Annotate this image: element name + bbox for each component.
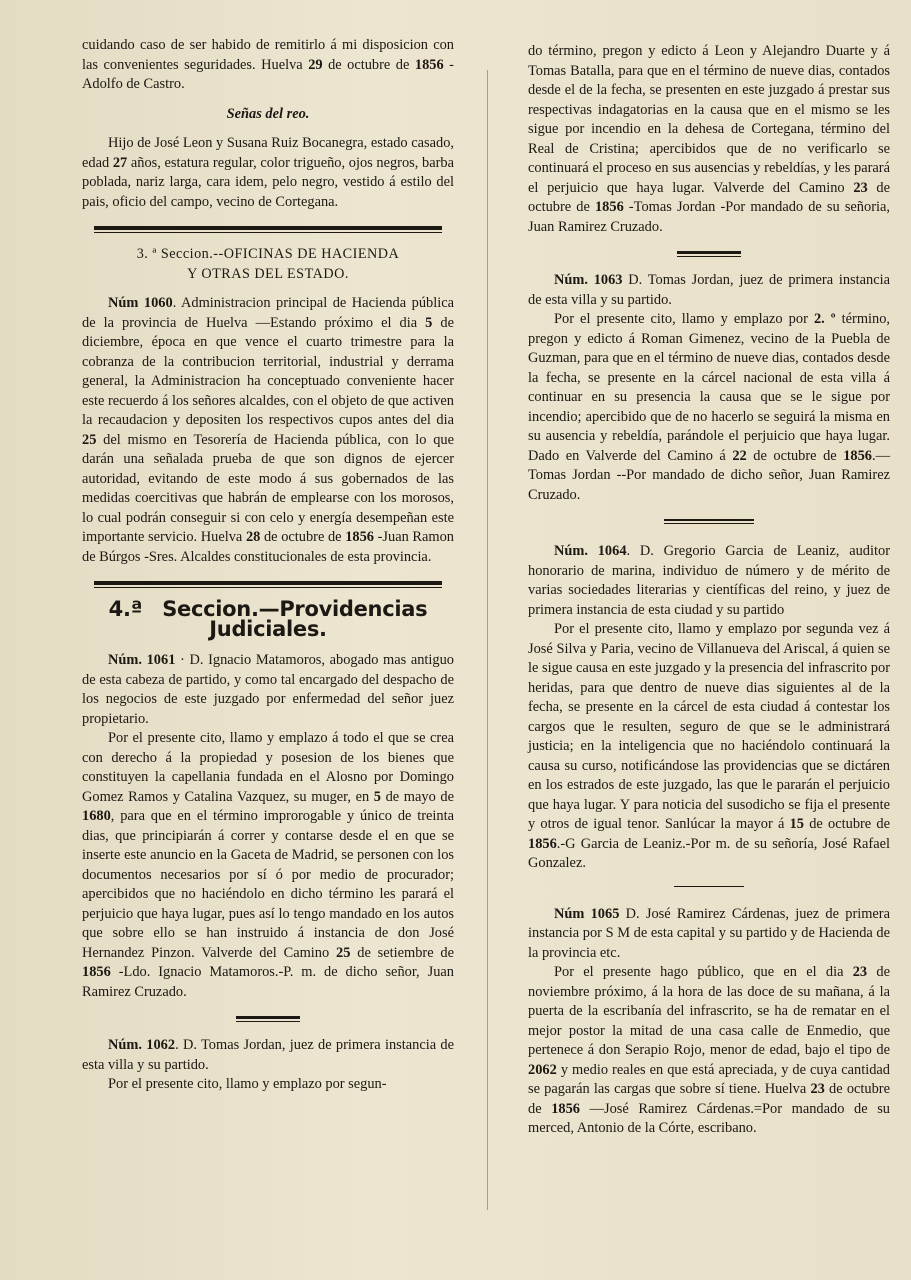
notice-1065-body: Por el presente hago público, que en el dia 23 de noviembre próximo, á la hora de las doce de su mañana, á la puerta de la escribanía del infrascrito, se ha de rematar en el mejor postor la mitad de una casa calle de Enmedio, que pertenece á don Serapio Rojo, menor de edad, bajo el tipo de 2062 y medio reales en que está apreciada, y de cuya cantidad se pagarán las cargas que sobre sí tiene. Huelva 23 de octubre de 1856 —José Ramirez Cárdenas.=Por mandado de su merced, Antonio de la Córte, escribano.: [528, 964, 890, 1136]
notice-1060: Núm 1060. Administracion principal de Hacienda pública de la provincia de Huelva —Estando próximo el dia 5 de diciembre, época en que vence el cuarto trimestre para la cobranza de la contribucion territorial, industrial y derrama general, la Administracion ha conceptuado conveniente hacer este recuerdo á los señores alcaldes, con el objeto de que activen la recaudacion y depositen los respectivos cupos antes del dia 25 del mismo en Tesorería de Hacienda pública, con lo que darán una señalada prueba de que son dignos de ejercer autoridad, evitando de este modo á sus gobernados de las medidas coercitivas que habrán de emplearse con los morosos, lo cual podrán conseguir si con celo y energía desempeñan este importante servicio. Huelva 28 de octubre de 1856 -Juan Ramon de Búrgos -Sres. Alcaldes constitucionales de esta provincia.: [82, 295, 454, 565]
senas-title: Señas del reo.: [226, 105, 310, 122]
notice-divider: [664, 519, 754, 524]
right-column: [528, 42, 890, 1139]
notice-1063-body: Por el presente cito, llamo y emplazo por 2. º término, pregon y edicto á Roman Gimenez, vecino de la Puebla de Guzman, para que en el término de nueve dias, contados desde la fecha, se presente en la cárcel nacional de esta villa á continuar en su presencia la causa que se le sigue por incendio; apercibido que de no hacerlo se seguirá la misma en su ausencia y rebeldía, parándole el perjuicio que haya lugar. Dado en Valverde del Camino á 22 de octubre de 1856.— Tomas Jordan --Por mandado de dicho señor, Juan Ramirez Cruzado.: [528, 311, 890, 503]
section-3-heading: 3. ª Seccion.--OFICINAS DE HACIENDA: [136, 246, 400, 262]
notice-1061-header: Núm. 1061 · D. Ignacio Matamoros, abogado mas antiguo de esta cabeza de partido, y como tal encargado del despacho de los negocios de este juzgado por enfermedad del señor juez propietario.: [82, 652, 454, 727]
column-divider: [487, 70, 488, 1210]
senas-paragraph: Hijo de José Leon y Susana Ruiz Bocanegra, estado casado, edad 27 años, estatura regular, color trigueño, ojos negros, barba poblada, nariz larga, cara idem, pelo negro, vestido á estilo del pais, oficio del campo, vecino de Cortegana.: [82, 135, 454, 210]
notice-1063-header: Núm. 1063 D. Tomas Jordan, juez de primera instancia de esta villa y su partido.: [528, 272, 890, 308]
section-3-subheading: Y OTRAS DEL ESTADO.: [187, 265, 349, 282]
notice-1065-header: Núm 1065 D. José Ramirez Cárdenas, juez de primera instancia por S M de esta capital y su partido y de Hacienda de la provincia etc.: [528, 905, 890, 961]
left-column: [82, 36, 454, 1095]
notice-1062-header: Núm. 1062. D. Tomas Jordan, juez de primera instancia de esta villa y su partido.: [82, 1037, 454, 1073]
notice-divider: [674, 886, 744, 887]
notice-1062-continuation: do término, pregon y edicto á Leon y Alejandro Duarte y á Tomas Batalla, para que en el término de nueve dias, contados desde el de la fecha, se presenten en este juzgado á prestar sus respectivas indagatorias en la causa que en el mismo se les sigue por incendio en la dehesa de Cortegana, término del Real de Cristina; apercibidos que de no verificarlo se continuará el proceso en sus ausencias y rebeldías, y les parará el perjuicio que haya lugar. Valverde del Camino 23 de octubre de 1856 -Tomas Jordan -Por mandado de su señoria, Juan Ramirez Cruzado.: [528, 43, 890, 235]
section-divider: [94, 226, 442, 233]
section-divider: [94, 581, 442, 588]
continuation-paragraph: cuidando caso de ser habido de remitirlo á mi disposicion con las convenientes seguridades. Huelva 29 de octubre de 1856 -Adolfo de Castro.: [82, 37, 454, 92]
notice-1064-body: Por el presente cito, llamo y emplazo por segunda vez á José Silva y Paria, vecino de Villanueva del Ariscal, á quien se le sigue causa en este juzgado y la presencia del infrascrito por heridas, para que dentro de nueve dias siguientes al de la fecha, se presente en la cárcel de esta ciudad á contestar los cargos que le resulten, seguro de que se le administrará justicia; en la inteligencia que no haciéndolo continuará la causa su curso, notificándose las providencias que se dictáren en los estrados de este juzgado, las que le pararán el perjuicio que haya lugar. Y para noticia del susodicho se fija el presente y otros de igual tenor. Sanlúcar la mayor á 15 de octubre de 1856.-G Garcia de Leaniz.-Por m. de su señoría, José Rafael Gonzalez.: [528, 621, 890, 871]
section-4-heading: 4.ª Seccion.—Providencias Judiciales.: [108, 597, 428, 641]
notice-divider: [677, 251, 741, 257]
notice-divider: [236, 1016, 300, 1022]
notice-1062-body: Por el presente cito, llamo y emplazo por segun-: [108, 1076, 387, 1092]
notice-1064-header: Núm. 1064. D. Gregorio Garcia de Leaniz, auditor honorario de marina, individuo de número y de mérito de varias sociedades literarias y científicas del reino, y juez de primera instancia de esta ciudad y su partido: [528, 543, 890, 618]
notice-1061-body: Por el presente cito, llamo y emplazo á todo el que se crea con derecho á la propiedad y posesion de los bienes que constituyen la capellania fundada en el Alosno por Domingo Gomez Ramos y Catalina Vazquez, su muger, en 5 de mayo de 1680, para que en el término improrogable y único de treinta dias, que principiarán á correr y contarse desde el en que se inserte este anuncio en la Gaceta de Madrid, se personen con los documentos necesarios por sí ó por medio de procurador; apercibidos que no haciéndolo en dicho término les parará el perjuicio que haya lugar, pues así lo tengo mandado en los autos que sobre ello se han instruido á instancia de don José Hernandez Pinzon. Valverde del Camino 25 de setiembre de 1856 -Ldo. Ignacio Matamoros.-P. m. de dicho señor, Juan Ramirez Cruzado.: [82, 730, 454, 1000]
